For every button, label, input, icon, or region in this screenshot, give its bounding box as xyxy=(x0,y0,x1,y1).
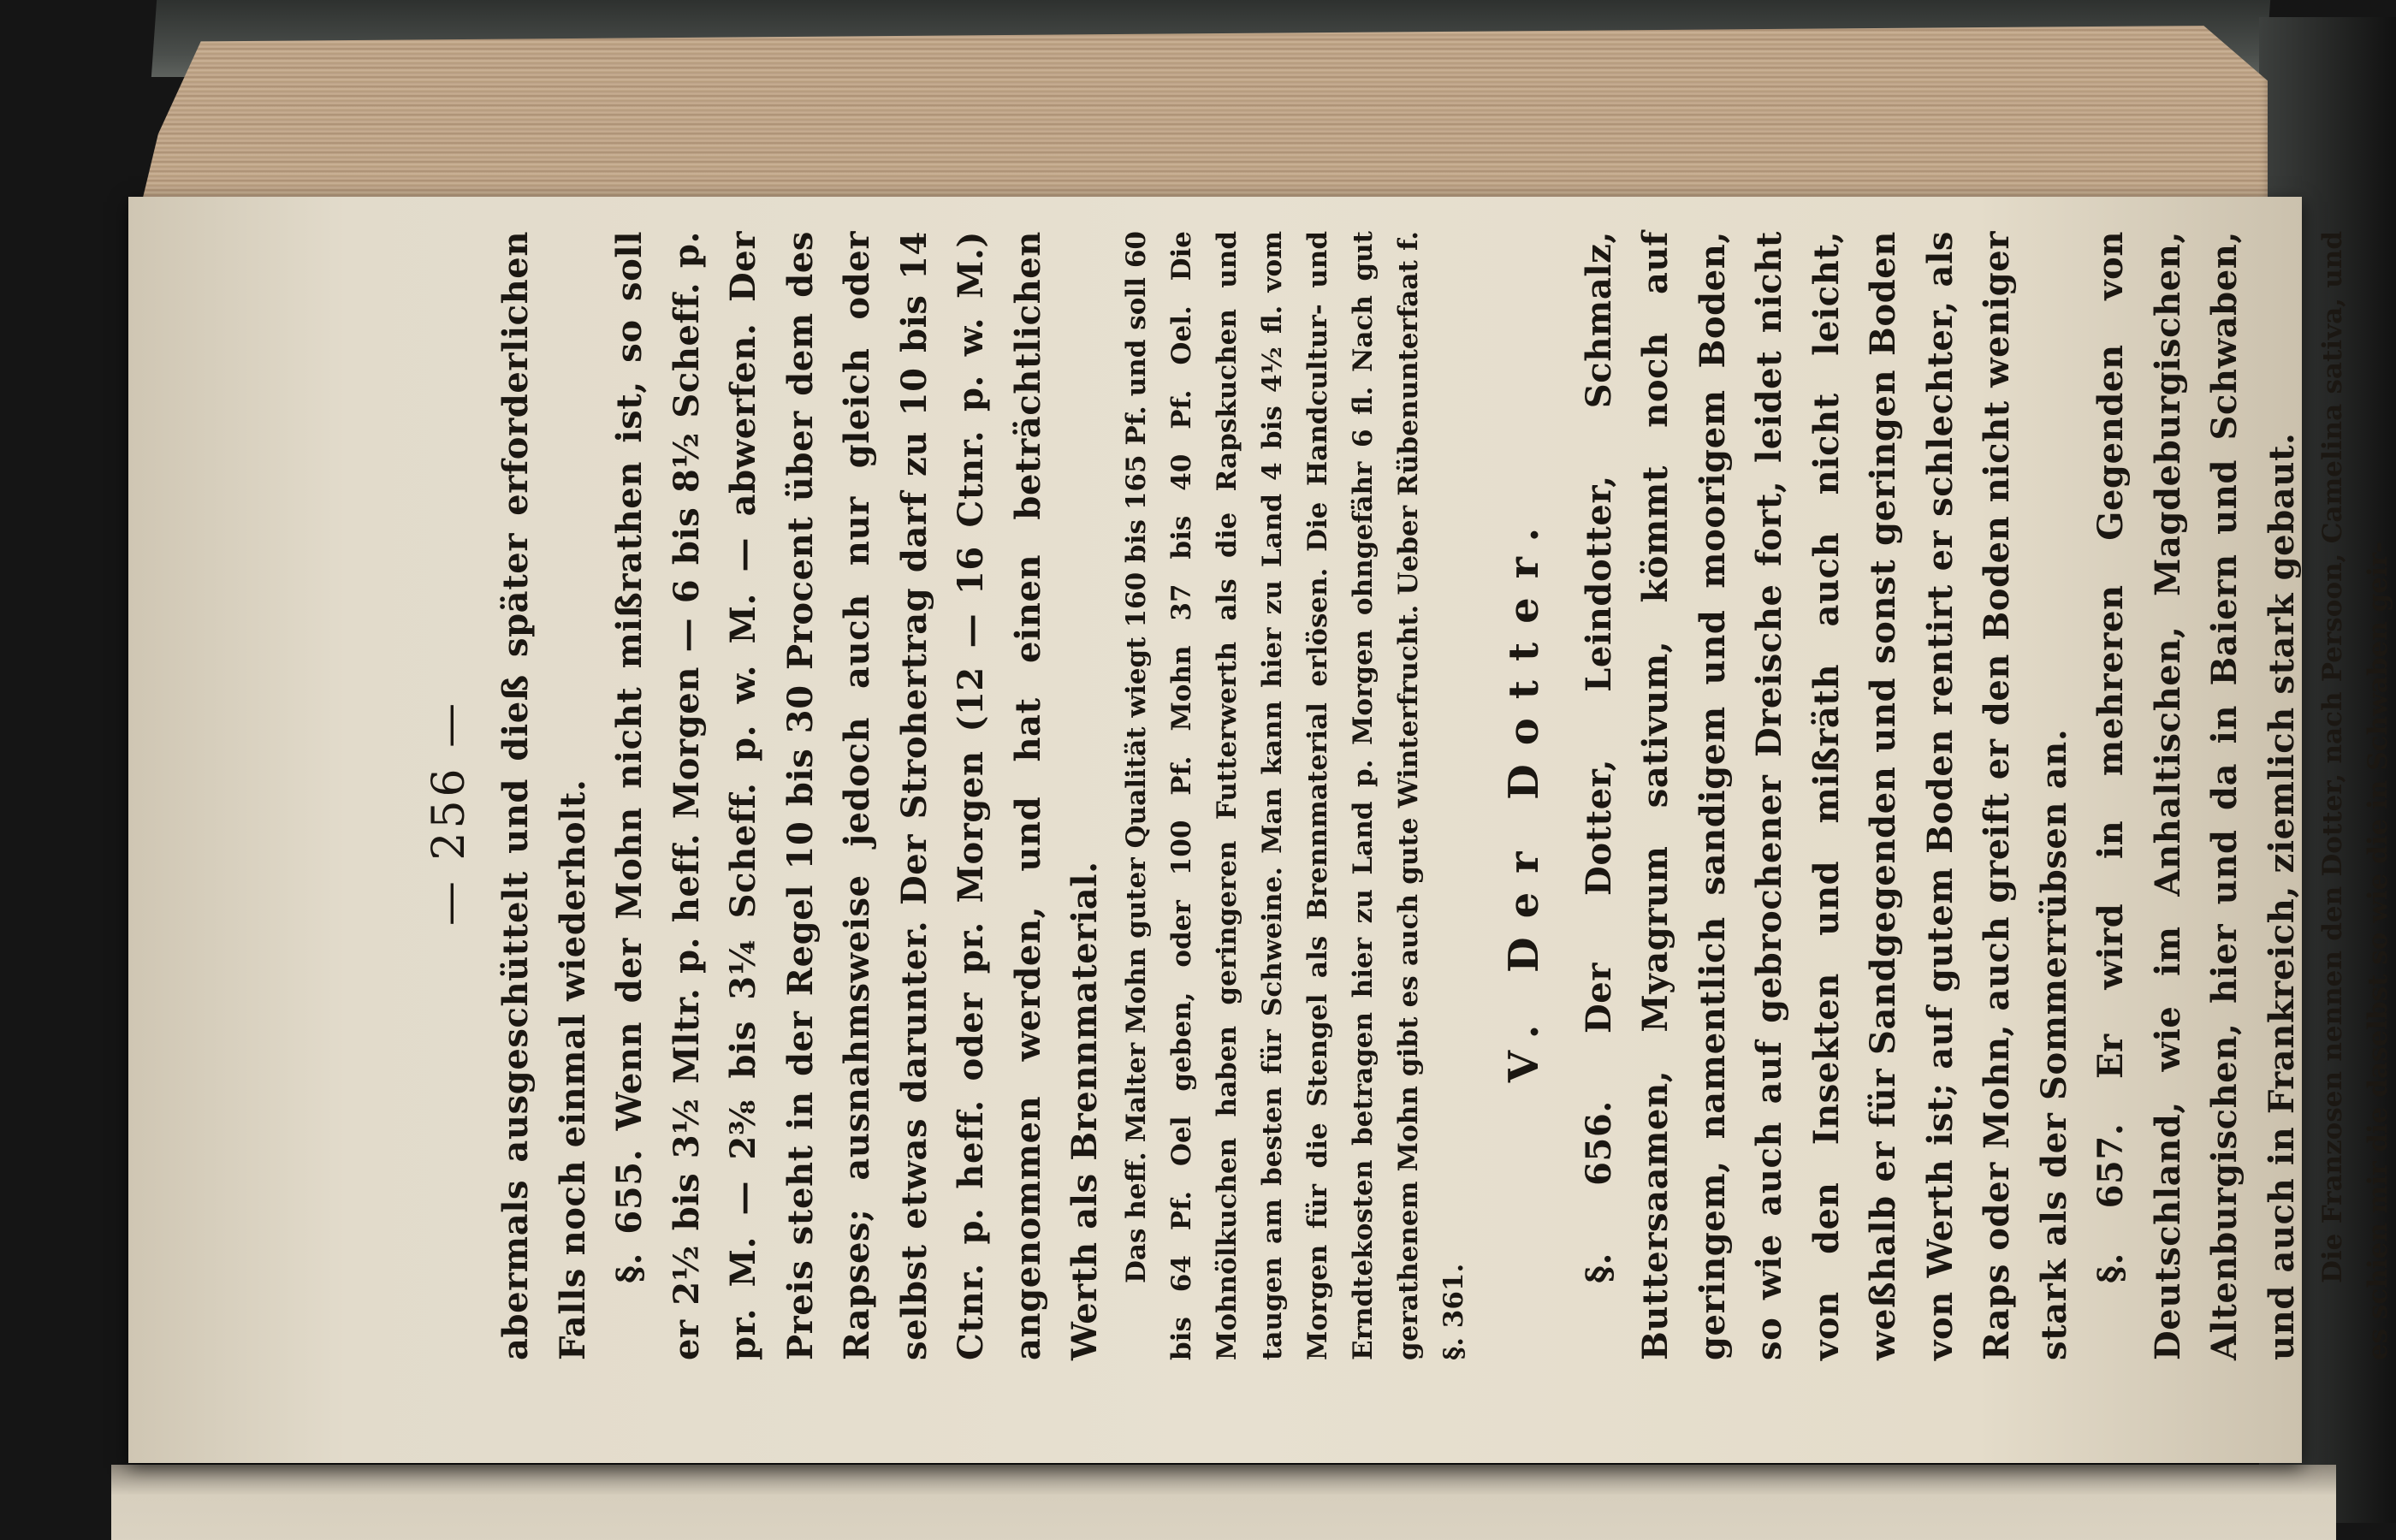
paragraph-continuation: abermals ausgeschüttelt und dieß später erforderlichen Falls noch einmal wiederholt. xyxy=(495,231,593,1360)
paragraph-657: §. 657. Er wird in mehreren Gegenden von Deutschland, wie im Anhaltischen, Magdeburgischen, Altenburgischen, hier und da in Baiern und Schwaben, und auch in Frankreich, ziemlich stark gebaut. xyxy=(2091,231,2302,1360)
page-text-block xyxy=(411,231,2393,1360)
page-number-header: — 256 — xyxy=(424,699,475,927)
paragraph-note: Das heff. Malter Mohn guter Qualität wiegt 160 bis 165 Pf. und soll 60 bis 64 Pf. Oel geben, oder 100 Pf. Mohn 37 bis 40 Pf. Oel. Die Mohnölkuchen haben geringeren Futterwerth als die Rapskuchen und taugen am besten für Schweine. Man kann hier zu Land 4 bis 4½ fl. vom Morgen für die Stengel als Brennmaterial erlösen. Die Handcultur- und Erndtekosten betragen hier zu Land p. Morgen ohngefähr 6 fl. Nach gut gerathenem Mohn gibt es auch gute Winterfrucht. Ueber Rübenunterfaat f. §. 361. xyxy=(1120,231,1469,1360)
section-heading: V. Der Dotter. xyxy=(1499,508,1548,1083)
page-fore-edge xyxy=(137,26,2268,222)
paragraph-655: §. 655. Wenn der Mohn nicht mißrathen ist, so soll er 2½ bis 3½ Mltr. p. heff. Morgen — 6 bis 8½ Scheff. p. pr. M. — 2⅜ bis 3¼ Scheff. p. w. M. — abwerfen. Der Preis steht in der Regel 10 bis 30 Procent über dem des Rapses; ausnahmsweise jedoch auch nur gleich oder selbst etwas darunter. Der Strohertrag darf zu 10 bis 14 Ctnr. p. heff. oder pr. Morgen (12 — 16 Ctnr. p. w. M.) angenommen werden, und hat einen beträchtlichen Werth als Brennmaterial. xyxy=(609,231,1105,1360)
next-page-edge xyxy=(111,1465,2336,1540)
paragraph-footnote: Die Franzosen nennen den Dotter, nach Persoon, Camelina sativa, und es schien mir die daselbst so wie die in Schwaben geir- xyxy=(2317,231,2393,1360)
paragraph-656: §. 656. Der Dotter, Leindotter, Schmalz, Buttersaamen, Myagrum sativum, kömmt noch auf geringem, namentlich sandigem und moorigem Boden, so wie auch auf gebrochener Dreische fort, leidet nicht von den Insekten und mißräth auch nicht leicht, weßhalb er für Sandgegenden und sonst geringen Boden von Werth ist; auf gutem Boden rentirt er schlechter, als Raps oder Mohn, auch greift er den Boden nicht weniger stark als der Sommerrübsen an. xyxy=(1578,231,2074,1360)
